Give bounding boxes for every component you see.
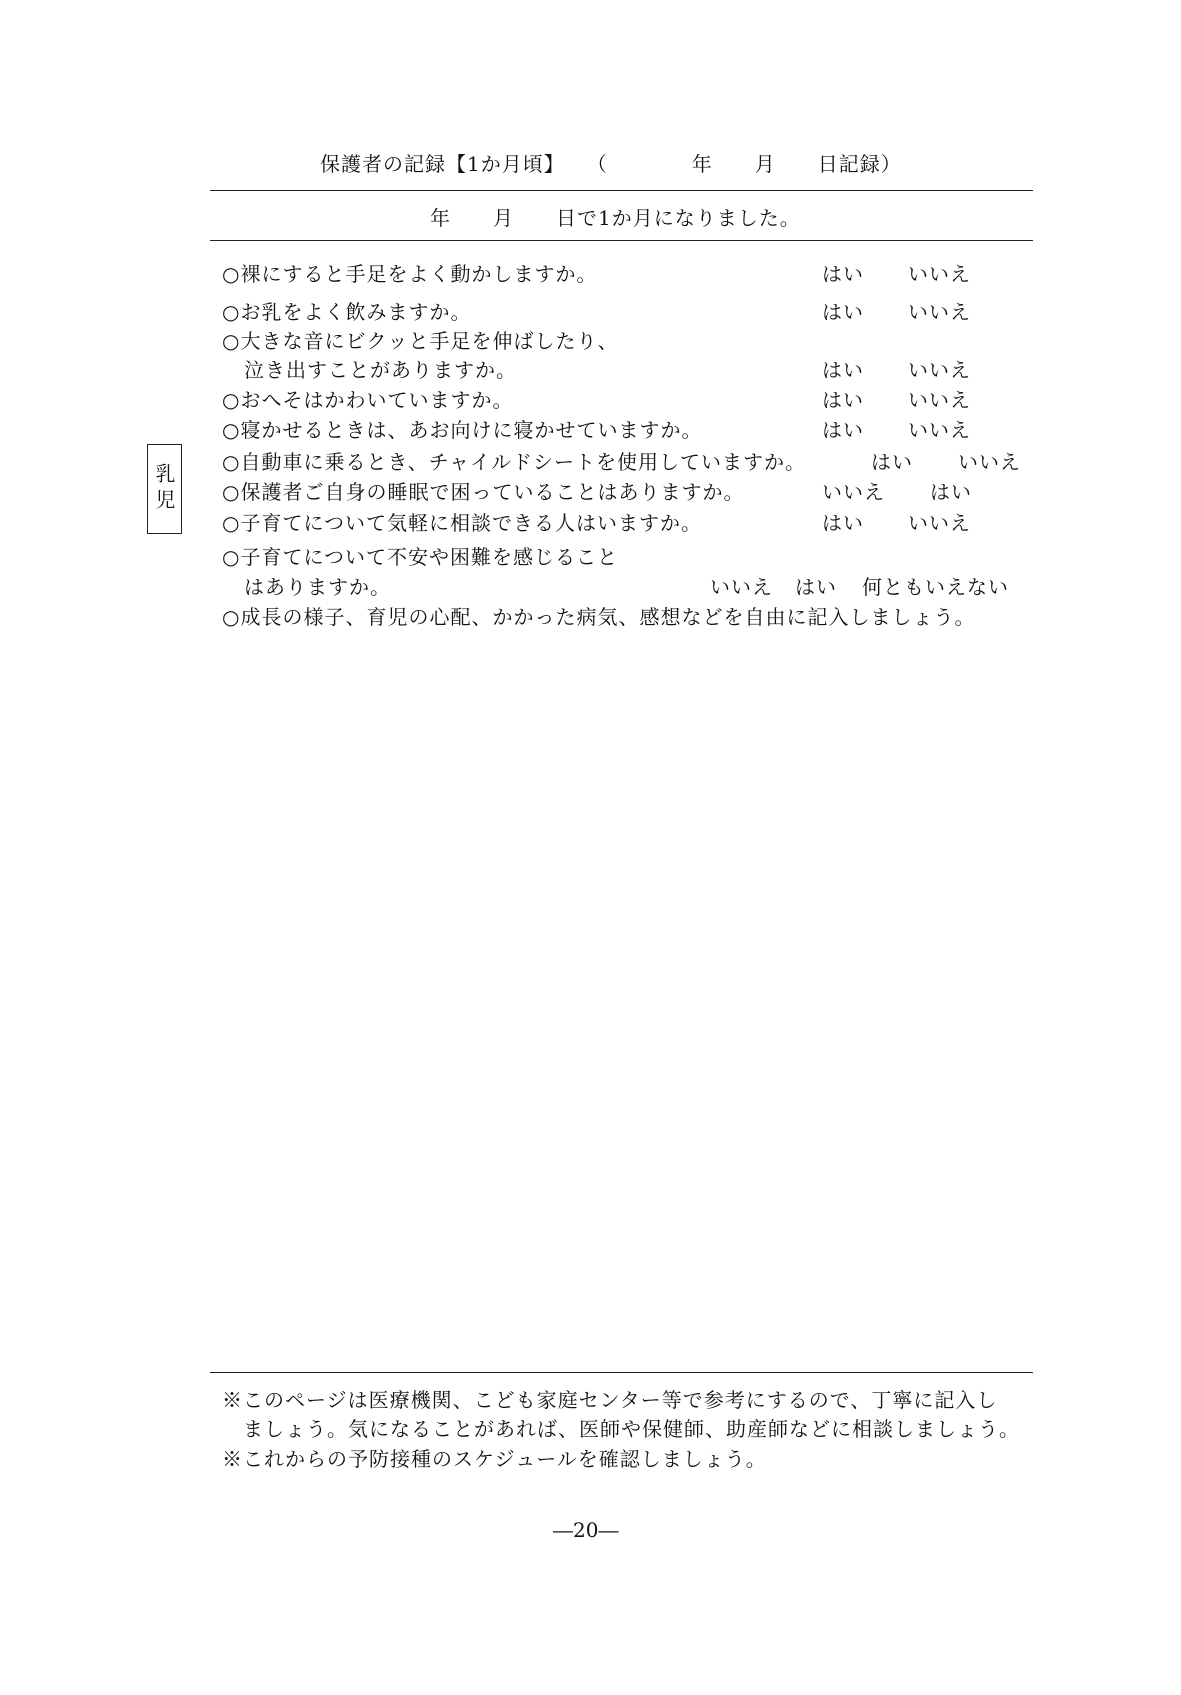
question-9-continuation: はありますか。 (244, 575, 391, 599)
question-10: ○成長の様子、育児の心配、かかった病気、感想などを自由に記入しましょう。 (222, 605, 976, 629)
answer-option[interactable]: いいえ (908, 262, 971, 286)
question-9: ○子育てについて不安や困難を感じること (222, 545, 619, 569)
footer-note-1: ※このページは医療機関、こども家庭センター等で参考にするので、丁寧に記入し (222, 1388, 998, 1412)
answer-option[interactable]: いいえ (908, 388, 971, 412)
page-title: 保護者の記録【1か月頃】 （ 年 月 日記録） (320, 152, 902, 176)
answer-option[interactable]: はい (795, 575, 837, 599)
answer-option[interactable]: いいえ (822, 480, 885, 504)
answer-option[interactable]: いいえ (908, 418, 971, 442)
answer-option[interactable]: はい (930, 480, 972, 504)
question-4: ○おへそはかわいていますか。 (222, 388, 514, 412)
footer-note-3: ※これからの予防接種のスケジュールを確認しましょう。 (222, 1447, 767, 1471)
answer-option[interactable]: いいえ (908, 300, 971, 324)
answer-option[interactable]: はい (822, 300, 864, 324)
question-5: ○寝かせるときは、あお向けに寝かせていますか。 (222, 418, 703, 442)
date-line: 年 月 日で1か月になりました。 (430, 206, 801, 230)
answer-option[interactable]: はい (822, 358, 864, 382)
question-1: ○裸にすると手足をよく動かしますか。 (222, 262, 598, 286)
side-label-infant: 乳児 (147, 444, 182, 534)
answer-option[interactable]: はい (871, 450, 913, 474)
answer-option[interactable]: いいえ (908, 358, 971, 382)
title-rule (210, 190, 1033, 191)
answer-option[interactable]: いいえ (710, 575, 773, 599)
answer-option[interactable]: はい (822, 388, 864, 412)
question-3: ○大きな音にビクッと手足を伸ばしたり、 (222, 329, 619, 353)
answer-option[interactable]: はい (822, 262, 864, 286)
question-3-continuation: 泣き出すことがありますか。 (244, 358, 517, 382)
question-2: ○お乳をよく飲みますか。 (222, 300, 472, 324)
answer-option[interactable]: はい (822, 511, 864, 535)
question-6: ○自動車に乗るとき、チャイルドシートを使用していますか。 (222, 450, 807, 474)
footer-rule (210, 1372, 1033, 1373)
question-7: ○保護者ご自身の睡眠で困っていることはありますか。 (222, 480, 745, 504)
date-rule (210, 240, 1033, 241)
answer-option[interactable]: 何ともいえない (862, 575, 1009, 599)
answer-option[interactable]: いいえ (958, 450, 1021, 474)
question-8: ○子育てについて気軽に相談できる人はいますか。 (222, 511, 703, 535)
answer-option[interactable]: はい (822, 418, 864, 442)
footer-note-2: ましょう。気になることがあれば、医師や保健師、助産師などに相談しましょう。 (222, 1417, 1020, 1441)
answer-option[interactable]: いいえ (908, 511, 971, 535)
free-writing-area[interactable] (210, 640, 1033, 1360)
page-number: ―20― (553, 1518, 619, 1542)
